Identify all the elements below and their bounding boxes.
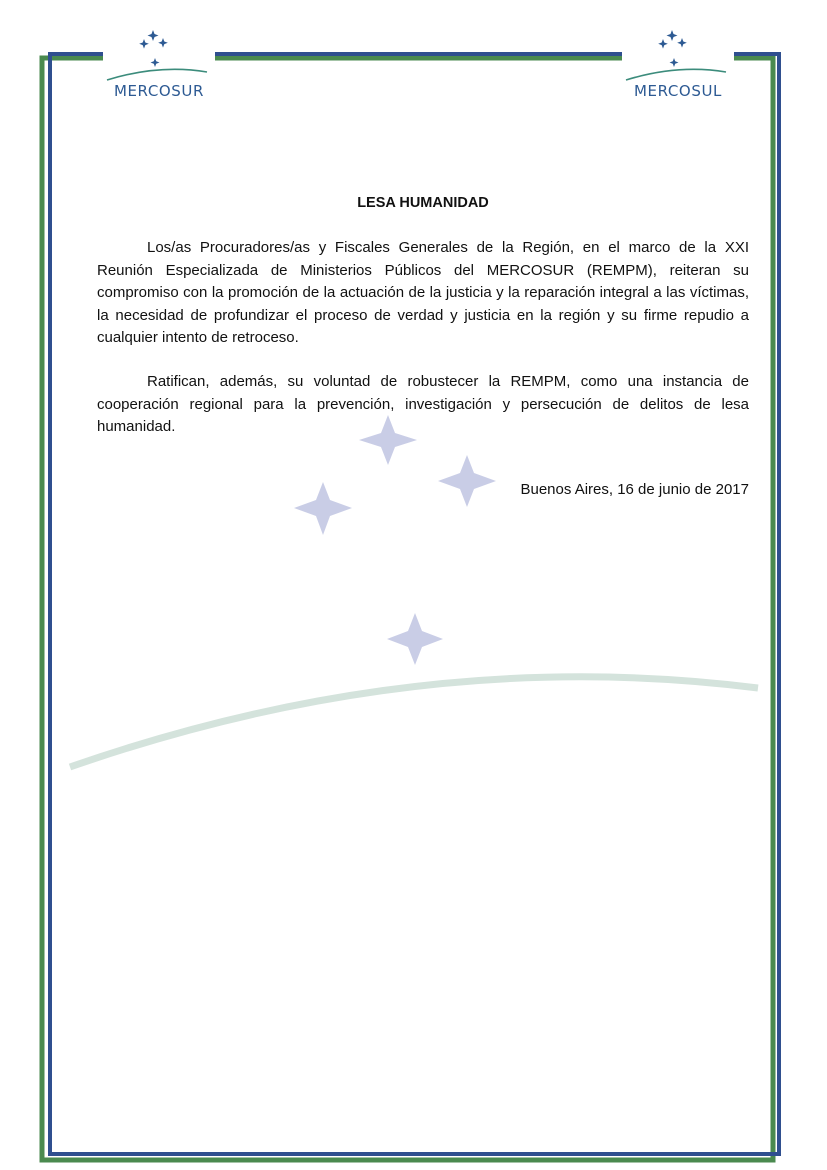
mercosur-watermark-icon	[60, 405, 770, 785]
place-and-date: Buenos Aires, 16 de junio de 2017	[520, 481, 749, 498]
paragraph-1: Los/as Procuradores/as y Fiscales Generales de la Región, en el marco de la XXI Reunión Especializada de Ministerios Públicos del MERCOSUR (REMPM), reiteran su compromiso con la promoción de la actuación de la justicia y la reparación integral a las víctimas, la necesidad de profundizar el proceso de verdad y justicia en la región y su firme repudio a cualquier intento de retroceso.	[97, 239, 749, 346]
document-title: LESA HUMANIDAD	[357, 195, 489, 211]
stars-arc-icon	[622, 28, 734, 88]
paragraph-2: Ratifican, además, su voluntad de robustecer la REMPM, como una instancia de cooperación regional para la prevención, investigación y persecución de delitos de lesa humanidad.	[97, 373, 749, 435]
logo-text-mercosul: MERCOSUL	[633, 82, 723, 100]
logo-text-mercosur: MERCOSUR	[113, 82, 205, 100]
stars-arc-icon	[103, 28, 215, 88]
mercosul-logo	[622, 28, 734, 106]
mercosur-logo	[103, 28, 215, 106]
